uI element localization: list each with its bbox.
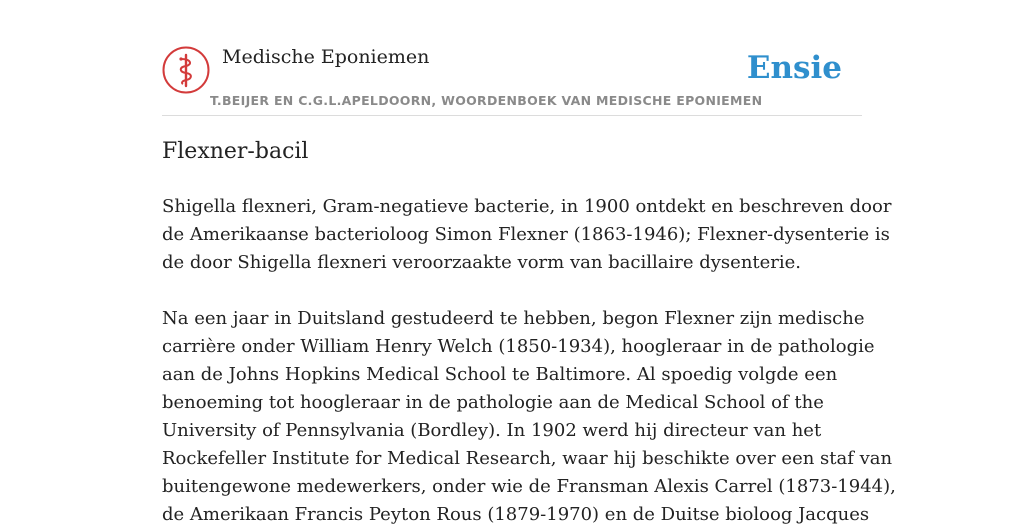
text-line: Na een jaar in Duitsland gestudeerd te hebben, begon Flexner zijn medische bbox=[162, 308, 865, 329]
text-line: carrière onder William Henry Welch (1850-1934), hoogleraar in de pathologie bbox=[162, 336, 875, 357]
text-line: Shigella flexneri, Gram-negatieve bacterie, in 1900 ontdekt en beschreven door bbox=[162, 196, 892, 217]
text-line: buitengewone medewerkers, onder wie de Fransman Alexis Carrel (1873-1944), bbox=[162, 476, 896, 497]
paragraph-1 bbox=[162, 193, 892, 277]
brand-logo[interactable]: Ensie bbox=[746, 50, 842, 86]
rod-of-asclepius-icon[interactable] bbox=[162, 46, 210, 94]
text-line: de door Shigella flexneri veroorzaakte vorm van bacillaire dysenterie. bbox=[162, 252, 802, 273]
entry-definition bbox=[162, 193, 896, 529]
paragraph-gap bbox=[162, 277, 852, 305]
text-line: benoeming tot hoogleraar in de pathologie aan de Medical School of the bbox=[162, 392, 824, 413]
entry-term: Flexner-bacil bbox=[162, 139, 309, 164]
source-subtitle: T.BEIJER EN C.G.L.APELDOORN, WOORDENBOEK VAN MEDISCHE EPONIEMEN bbox=[210, 93, 763, 108]
text-line: University of Pennsylvania (Bordley). In 1902 werd hij directeur van het bbox=[162, 420, 822, 441]
source-header bbox=[162, 46, 862, 116]
text-line: aan de Johns Hopkins Medical School te Baltimore. Al spoedig volgde een bbox=[162, 364, 838, 385]
source-title[interactable]: Medische Eponiemen bbox=[222, 46, 430, 68]
text-line: Rockefeller Institute for Medical Research, waar hij beschikte over een staf van bbox=[162, 448, 893, 469]
text-line: de Amerikaanse bacterioloog Simon Flexner (1863-1946); Flexner-dysenterie is bbox=[162, 224, 890, 245]
paragraph-2 bbox=[162, 305, 896, 529]
text-line: de Amerikaan Francis Peyton Rous (1879-1970) en de Duitse bioloog Jacques bbox=[162, 504, 870, 525]
header-divider bbox=[162, 115, 862, 116]
